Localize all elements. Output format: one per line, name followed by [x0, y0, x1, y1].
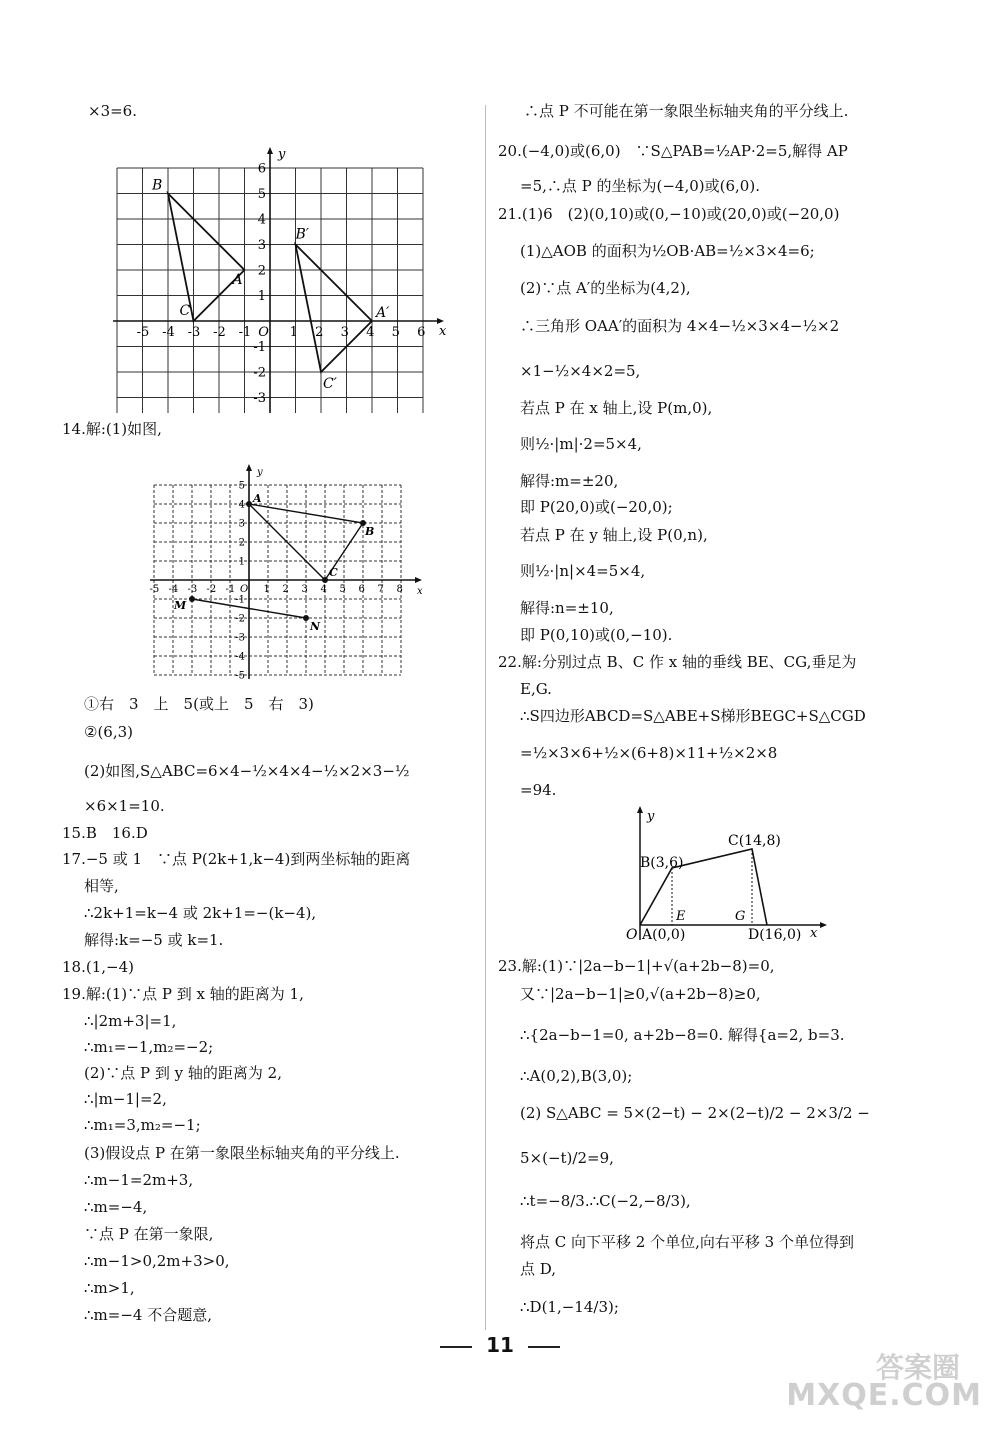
page-footer [0, 1333, 1000, 1357]
point-dot [322, 577, 328, 583]
x-tick-label: -2 [206, 584, 217, 595]
fig22-label-a: A(0,0) [642, 927, 686, 943]
y-tick-label: -3 [235, 632, 245, 644]
text-line: 解得:m=±20, [520, 472, 619, 490]
text-line: 15.B 16.D [62, 824, 148, 842]
text-line: 又∵|2a−b−1|≥0,√(a+2b−8)≥0, [520, 985, 761, 1003]
x-tick-label: 4 [320, 584, 327, 595]
text-line: ∴m₁=−1,m₂=−2; [84, 1038, 214, 1056]
figure-22-diagram [620, 805, 830, 950]
y-axis-arrow [267, 147, 273, 154]
x-tick-label: 7 [377, 584, 384, 595]
fig22-label-c: C(14,8) [728, 833, 781, 849]
y-tick-label: 4 [238, 499, 245, 511]
x-tick-label: 5 [391, 325, 400, 340]
text-line: ∴|2m+3|=1, [84, 1012, 177, 1030]
text-line: 点 D, [520, 1260, 557, 1278]
fig22-label-e: E [676, 909, 686, 924]
text-line: 将点 C 向下平移 2 个单位,向右平移 3 个单位得到 [520, 1233, 854, 1251]
text-line: (2)如图,S△ABC=6×4−½×4×4−½×2×3−½ [84, 762, 410, 780]
x-tick-label: 6 [417, 325, 426, 340]
watermark-url: MXQE.COM [786, 1378, 982, 1413]
text-line: ∴S四边形ABCD=S△ABE+S梯形BEGC+S△CGD [520, 707, 866, 725]
text-line: ∵点 P 在第一象限, [84, 1225, 214, 1243]
y-tick-label: 5 [238, 480, 245, 492]
text-line: E,G. [520, 680, 552, 698]
text-line: ∴D(1,−14/3); [520, 1298, 619, 1316]
text-line: ∴A(0,2),B(3,0); [520, 1067, 633, 1085]
text-line: ∴三角形 OAA′的面积为 4×4−½×3×4−½×2 [520, 317, 840, 335]
text-line: =94. [520, 781, 557, 799]
y-axis-label: y [257, 467, 263, 478]
y-tick-label: -1 [235, 594, 245, 606]
x-tick-label: 3 [301, 584, 308, 595]
x-tick-label: 8 [396, 584, 403, 595]
text-line: (1)△AOB 的面积为½OB·AB=½×3×4=6; [520, 242, 815, 260]
text-line: ∴2k+1=k−4 或 2k+1=−(k−4), [84, 904, 317, 922]
text-line: ∴|m−1|=2, [84, 1090, 167, 1108]
text-line: 若点 P 在 x 轴上,设 P(m,0), [520, 399, 713, 417]
fig22-label-y: y [647, 809, 655, 824]
point-label: A [253, 492, 262, 505]
triangle-abc-prime [296, 245, 373, 373]
figure-14-grid [130, 462, 430, 687]
text-line: 则½·|n|×4=5×4, [520, 562, 646, 580]
text-line: 21.(1)6 (2)(0,10)或(0,−10)或(20,0)或(−20,0) [498, 205, 840, 223]
x-axis-label: x [439, 324, 447, 339]
text-line: (2)∵点 P 到 y 轴的距离为 2, [84, 1064, 282, 1082]
point-label: B [365, 525, 375, 538]
y-tick-label: -2 [235, 613, 245, 625]
text-line: (2)∵点 A′的坐标为(4,2), [520, 279, 691, 297]
text-line: 17.−5 或 1 ∵点 P(2k+1,k−4)到两坐标轴的距离 [62, 850, 411, 868]
x-axis-label: x [417, 586, 423, 597]
text-line: 即 P(0,10)或(0,−10). [520, 626, 673, 644]
y-tick-label: 2 [257, 263, 266, 279]
y-tick-label: 4 [257, 212, 266, 228]
x-tick-label: 1 [263, 584, 270, 595]
fig22-label-x: x [810, 926, 818, 941]
text-line: 即 P(20,0)或(−20,0); [520, 498, 673, 516]
point-label: C′ [323, 376, 337, 392]
point-label: M [174, 599, 187, 612]
x-tick-label: -1 [225, 584, 236, 595]
footer-dash-right [528, 1346, 560, 1348]
point-label: C [329, 566, 338, 579]
point-label: C [179, 303, 191, 319]
x-tick-label: 1 [289, 325, 298, 340]
text-line: ×3=6. [88, 102, 137, 120]
footer-dash-left [440, 1346, 472, 1348]
text-line: ∴m−1>0,2m+3>0, [84, 1252, 230, 1270]
y-tick-label: -1 [253, 340, 266, 356]
y-tick-label: -4 [235, 651, 245, 663]
text-line: 14.解:(1)如图, [62, 420, 162, 438]
x-tick-label: O [258, 325, 269, 340]
y-axis-arrow [246, 464, 252, 471]
x-tick-label: O [240, 584, 249, 595]
text-line: ①右 3 上 5(或上 5 右 3) [84, 695, 314, 713]
x-tick-label: -1 [238, 325, 252, 340]
text-line: ∴{2a−b−1=0, a+2b−8=0. 解得{a=2, b=3. [520, 1026, 845, 1044]
x-tick-label: -5 [149, 584, 160, 595]
x-tick-label: 3 [340, 325, 349, 340]
text-line: 5×(−t)/2=9, [520, 1149, 614, 1167]
x-tick-label: -4 [168, 584, 179, 595]
x-tick-label: 6 [358, 584, 365, 595]
x-tick-label: -4 [162, 325, 175, 340]
text-line: 则½·|m|·2=5×4, [520, 435, 642, 453]
fig22-label-o: O [626, 927, 638, 943]
x-tick-label: -2 [213, 325, 226, 340]
x-tick-label: 5 [339, 584, 346, 595]
y-tick-label: 1 [238, 556, 245, 568]
text-line: ∴点 P 不可能在第一象限坐标轴夹角的平分线上. [524, 102, 849, 120]
text-line: (3)假设点 P 在第一象限坐标轴夹角的平分线上. [84, 1144, 400, 1162]
y-tick-label: 2 [238, 537, 245, 549]
point-label: A [232, 272, 243, 288]
y-axis-label: y [278, 147, 286, 162]
x-tick-label: -3 [187, 584, 198, 595]
y-tick-label: -5 [235, 670, 245, 682]
text-line: ×6×1=10. [84, 797, 165, 815]
point-dot [246, 501, 252, 507]
x-tick-label: -3 [187, 325, 201, 340]
point-dot [189, 596, 195, 602]
text-line: 19.解:(1)∵点 P 到 x 轴的距离为 1, [62, 985, 304, 1003]
triangle-abc [168, 194, 245, 322]
x-tick-label: 4 [366, 325, 375, 340]
x-tick-label: 2 [315, 325, 324, 340]
page-number: 11 [486, 1333, 514, 1357]
text-line: (2) S△ABC = 5×(2−t) − 2×(2−t)/2 − 2×3/2 − [520, 1104, 870, 1122]
x-tick-label: 2 [282, 584, 289, 595]
text-line: ∴t=−8/3.∴C(−2,−8/3), [520, 1192, 691, 1210]
y-tick-label: 3 [238, 518, 245, 530]
text-line: ②(6,3) [84, 723, 134, 741]
text-line: ×1−½×4×2=5, [520, 362, 641, 380]
text-line: ∴m₁=3,m₂=−1; [84, 1116, 201, 1134]
y-tick-label: 1 [257, 289, 266, 305]
y-tick-label: 5 [257, 187, 266, 203]
point-dot [303, 615, 309, 621]
text-line: 解得:k=−5 或 k=1. [84, 931, 224, 949]
text-line: 相等, [84, 877, 119, 895]
fig22-label-g: G [735, 909, 746, 924]
fig22-label-b: B(3,6) [640, 855, 684, 871]
point-label: N [310, 620, 321, 633]
watermark-logo: 答案圈 [875, 1351, 960, 1384]
figure-13-grid [110, 128, 450, 413]
text-line: 22.解:分别过点 B、C 作 x 轴的垂线 BE、CG,垂足为 [498, 653, 857, 671]
text-line: 18.(1,−4) [62, 958, 134, 976]
x-tick-label: -5 [136, 325, 150, 340]
text-line: ∴m=−4, [84, 1198, 148, 1216]
fig22-label-d: D(16,0) [748, 927, 802, 943]
column-divider [485, 105, 486, 1330]
text-line: 解得:n=±10, [520, 599, 614, 617]
text-line: =5,∴点 P 的坐标为(−4,0)或(6,0). [520, 177, 760, 195]
y-tick-label: 3 [257, 238, 266, 254]
text-line: 23.解:(1)∵|2a−b−1|+√(a+2b−8)=0, [498, 957, 775, 975]
point-label: B [152, 177, 163, 194]
text-line: ∴m=−4 不合题意, [84, 1306, 212, 1324]
y-tick-label: -2 [253, 365, 266, 381]
point-label: A′ [376, 305, 390, 321]
x-axis-arrow [415, 577, 422, 583]
text-line: =½×3×6+½×(6+8)×11+½×2×8 [520, 744, 778, 762]
text-line: ∴m>1, [84, 1279, 135, 1297]
point-label: B′ [295, 226, 309, 243]
text-line: 20.(−4,0)或(6,0) ∵S△PAB=½AP·2=5,解得 AP [498, 142, 848, 160]
y-tick-label: 6 [257, 161, 266, 177]
text-line: ∴m−1=2m+3, [84, 1171, 194, 1189]
text-line: 若点 P 在 y 轴上,设 P(0,n), [520, 526, 708, 544]
y-tick-label: -3 [253, 391, 266, 407]
